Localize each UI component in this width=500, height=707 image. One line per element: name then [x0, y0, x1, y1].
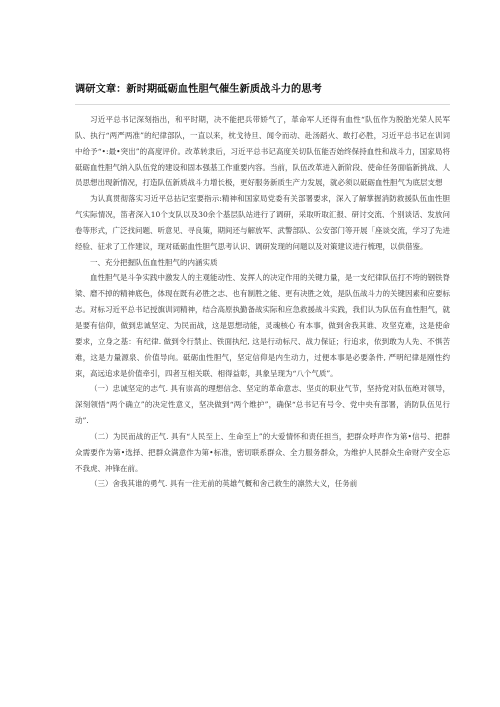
paragraph-item-3: （三）舍我其谁的勇气. 具有一往无前的英雄气概和舍己救生的凛然大义，任务前	[90, 479, 358, 489]
paragraph-method: 为认真贯彻落实习近平总拈记室要指示:精神和国家局党委有关部署要求，深入了解掌握消防救援队伍血性胆气实际情况，笛者深入10个支队以及30余个基层队站进行了调研，采取听取汇报、研讨交流、个别谈话、发放问卷等形式，广泛找问题、听意见、寻良策，期间还与解放军、武警部队、公安部门等开展「座谈交流，学习了先进经验、征求了工作建议，现对砥砺血性胆气思考认识、调研发现的问题以及对策建议进行梳理，以供借鉴。	[75, 194, 450, 251]
title-block	[75, 80, 450, 105]
section-heading-1: 一、充分把握队伍血性胆气的内涵实质	[90, 257, 218, 267]
paragraph-intro: 习近平总书记深刻指出，和平时期，决不能把兵带娇气了，革命军人还得有血性“队伍作为脱胎光荣人民军队、执行“两严两准”的纪律部队，一直以来，枕戈待旦、闻令而动、赴汤蹈火、敢打必胜，习近平总书记在训词中给予“•:最•突出”的高度评价。改革转隶后，习近平总书记高度关切队伍能否始终保持血性和战斗力，国家局将砥砺血性胆气纳入队伍党的建设和固本强基工作重要内容。当前，队伍改革进入新阶段、使命任务面临新挑战、人员思想出现新情况，打造队伍新质战斗力增长极，更好服务新质生产力发展，就必须以砥砺血性胆气为底层支想	[75, 115, 450, 188]
paragraph-item-1: （一）忠诚坚定的志气. 具有崇高的理想信念、坚定的革命意志、坚贞的职业气节，坚持党对队伍绝对领导，深刻领悟“两个确立”的决定性意义，坚决做到“两个维护”，确保“总书记有号令、党中央有部署，消防队伍见行动”.	[75, 384, 450, 426]
paragraph-item-2: （二）为民而战的正气. 具有“人民至上、生命至上”的大爱情怀和责任担当，把群众呼声作为第•信号、把群众需要作为第•选择、把群众满意作为第•标准，密切联系群众、全力服务群众，为维护人民群众生命财产安全忘不我虎、冲锋在前。	[75, 431, 450, 473]
paragraph-section-1: 血性胆气是斗争实践中激发人的主观能动性、发挥人的决定作用的关键力量，是一支纪律队伍打不垮的钢铁脊梁、磨不掉的精神底色，体现在既有必胜之志、也有制胜之能、更有决胜之效，是队伍战斗力的关键因素和应要标志。对标习近平总书记授旗训词精神，结合高原执勤备战实际和应急救援战斗实践，我们认为队伍有血性胆气，就是要有信仰，做到忠诚坚定、为民而战，这是思想动能，灵魂核心 有本事，做到舍我其谁、攻坚克难，这是使命要求，立身之基：有纪律. 做到令行禁止、铁面执纪, 这是行动标尺、战力保证；行追求，依到敢为人先、不惧苦难，这是力量源泉、价值导向。砥砺血性胆气，坚定信仰是内生动力，过便本事是必要条件, 严明纪律是刚性约束，高远追求是价值牵引，四者互相关联、相得益彰，具象呈现为“八个气质”。	[75, 273, 450, 378]
title-divider	[75, 104, 450, 105]
article-body	[75, 112, 450, 492]
page-title: 调研文章：新时期砥砺血性胆气催生新质战斗力的思考	[75, 84, 322, 95]
